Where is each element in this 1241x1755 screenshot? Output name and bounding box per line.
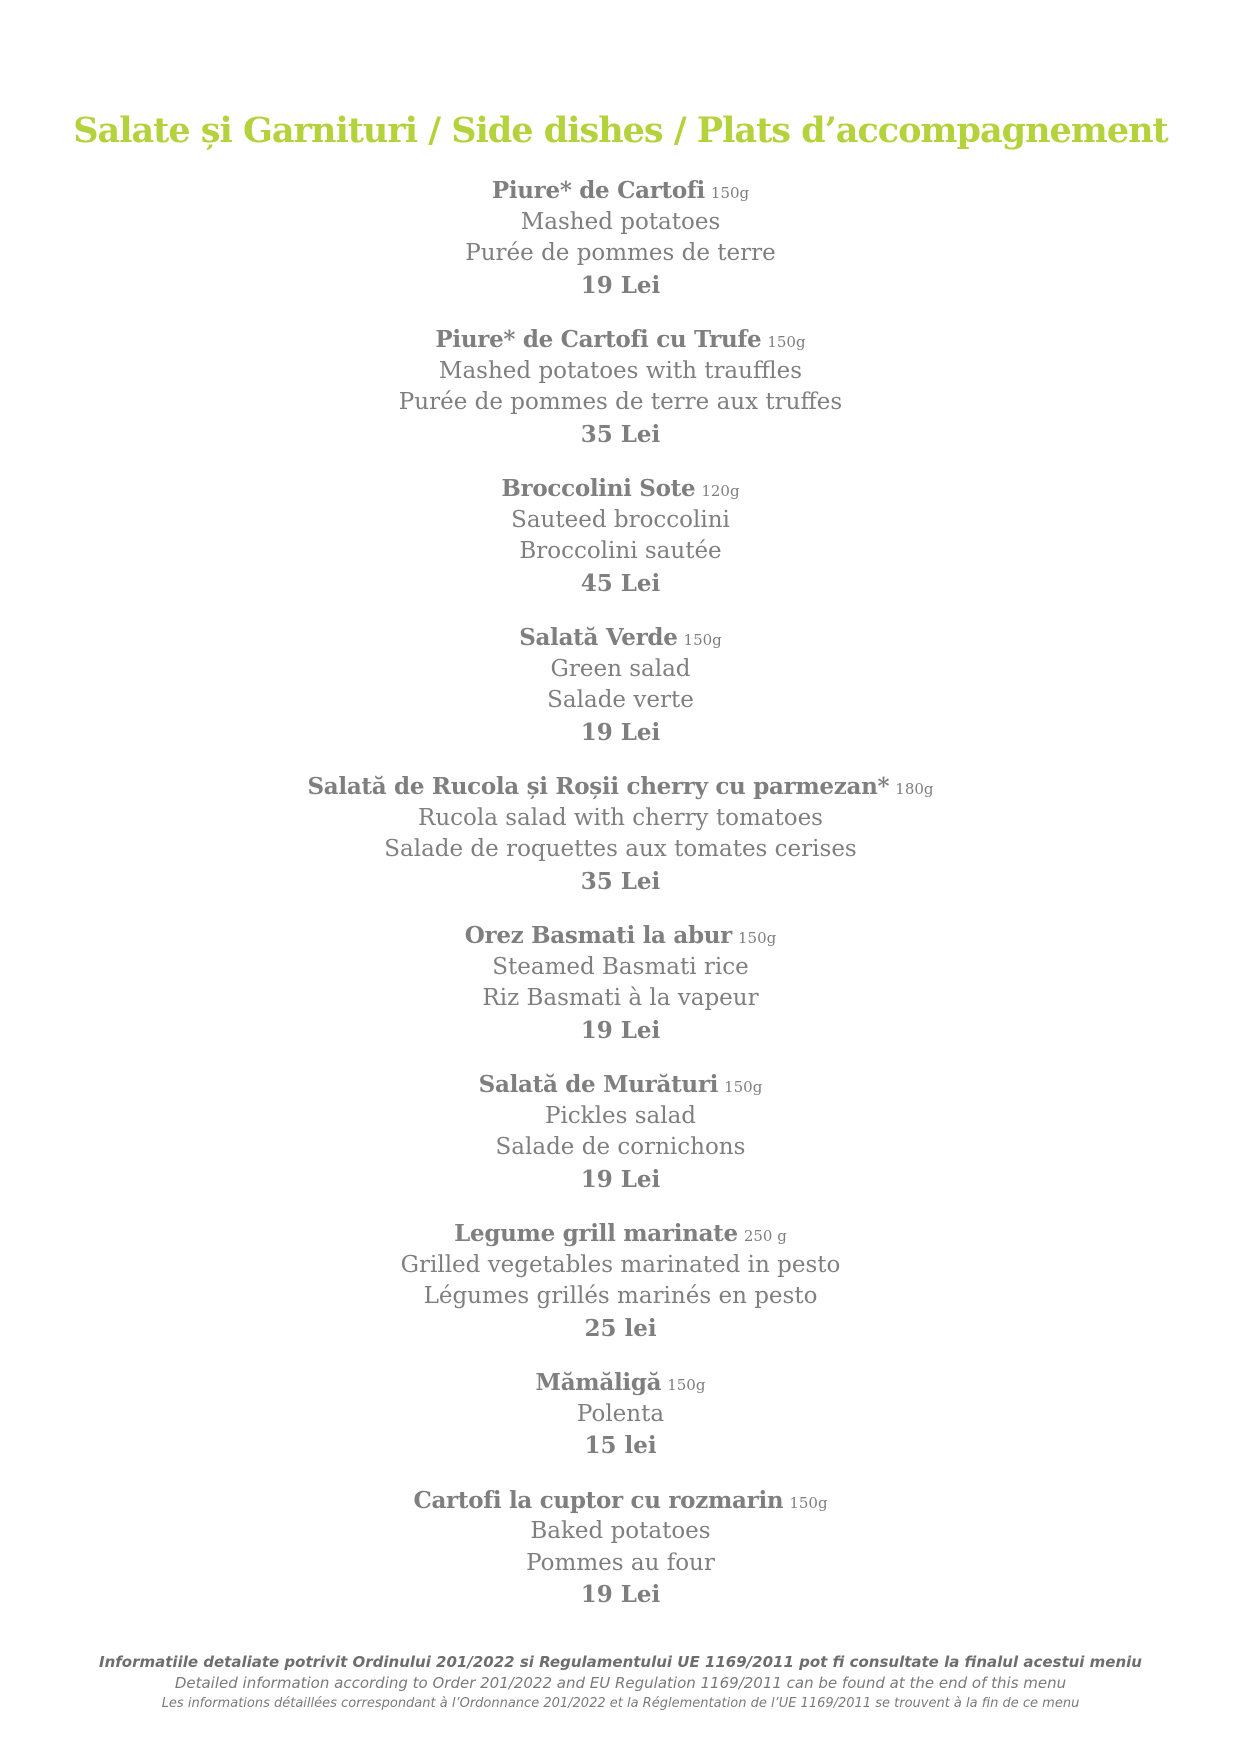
dish-weight: 250 g [743,1227,787,1245]
menu-list [0,175,1241,1634]
dish-price: 19 Lei [580,718,661,746]
dish-french: Purée de pommes de terre [465,240,776,266]
menu-item [0,622,1241,748]
dish-name: Piure* de Cartofi cu Trufe [435,326,762,353]
dish-price: 19 Lei [580,1016,661,1044]
dish-name-line [0,920,1241,952]
dish-name: Salată de Murături [478,1071,719,1098]
dish-english: Rucola salad with cherry tomatoes [418,804,823,831]
notice-french: Les informations détaillées correspondant à l’Ordonnance 201/2022 et la Réglementation de l’UE 1169/2011 se trouvent à la fin de ce menu [161,1696,1080,1711]
menu-item [0,473,1241,599]
dish-weight: 150g [789,1493,828,1512]
dish-name: Legume grill marinate [454,1220,738,1247]
dish-name: Salată de Rucola și Roșii cherry cu parmezan* [307,773,890,800]
dish-name-line [0,175,1241,207]
dish-name: Cartofi la cuptor cu rozmarin [413,1486,784,1514]
dish-english: Sauteed broccolini [511,506,730,533]
dish-french: Légumes grillés marinés en pesto [423,1283,818,1309]
dish-name: Mămăligă [535,1369,662,1396]
dish-price: 19 Lei [580,271,661,299]
dish-name-line [0,1367,1241,1399]
menu-item [0,1069,1241,1195]
dish-name-line [0,1069,1241,1101]
dish-weight: 180g [895,780,934,798]
dish-name: Salată Verde [519,624,678,651]
dish-english: Mashed potatoes [520,208,721,235]
dish-weight: 150g [683,631,722,649]
notice-english: Detailed information according to Order 201/2022 and EU Regulation 1169/2011 can be found at the end of this menu [174,1674,1067,1692]
dish-name-line [0,1218,1241,1250]
dish-name: Orez Basmati la abur [464,922,732,949]
dish-english: Polenta [576,1400,665,1427]
menu-item [0,1218,1241,1344]
dish-weight: 150g [738,929,777,947]
dish-price: 35 Lei [580,867,661,895]
dish-name-line [0,324,1241,356]
dish-weight: 150g [710,184,750,202]
dish-weight: 150g [724,1078,763,1096]
dish-name-line [0,771,1241,803]
dish-weight: 150g [767,333,806,351]
dish-price: 19 Lei [580,1165,661,1193]
allergen-notice [0,1651,1241,1714]
menu-item [0,920,1241,1046]
dish-price: 45 Lei [580,569,661,597]
dish-english: Steamed Basmati rice [492,953,749,980]
dish-french: Purée de pommes de terre aux truffes [398,389,843,415]
dish-name-line [0,622,1241,654]
dish-price: 25 lei [584,1314,657,1342]
dish-price: 15 lei [584,1432,657,1459]
dish-french: Broccolini sautée [519,538,722,564]
menu-item [0,175,1241,301]
menu-item [0,771,1241,897]
dish-name: Broccolini Sote [501,475,696,502]
dish-french: Salade verte [547,687,694,713]
dish-french: Riz Basmati à la vapeur [482,985,759,1011]
menu-item [0,324,1241,450]
dish-price: 19 Lei [580,1581,661,1608]
menu-item [0,1367,1241,1462]
page-title: Salate și Garnituri / Side dishes / Plats d’accompagnement [73,110,1168,151]
dish-weight: 150g [667,1376,706,1394]
dish-french: Pommes au four [526,1549,715,1576]
dish-english: Green salad [550,655,691,682]
menu-item [0,1485,1241,1611]
dish-english: Baked potatoes [530,1518,711,1544]
dish-weight: 120g [701,482,740,500]
dish-english: Grilled vegetables marinated in pesto [400,1251,841,1278]
dish-name: Piure* de Cartofi [491,177,705,204]
dish-french: Salade de roquettes aux tomates cerises [384,836,857,862]
notice-romanian: Informatiile detaliate potrivit Ordinului 201/2022 si Regulamentului UE 1169/2011 pot fi consultate la finalul acestui meniu [99,1653,1142,1671]
dish-english: Pickles salad [544,1102,697,1129]
dish-french: Salade de cornichons [495,1134,746,1160]
dish-price: 35 Lei [580,420,661,448]
dish-name-line [0,473,1241,505]
dish-name-line [0,1485,1241,1517]
dish-english: Mashed potatoes with trauffles [438,357,803,384]
